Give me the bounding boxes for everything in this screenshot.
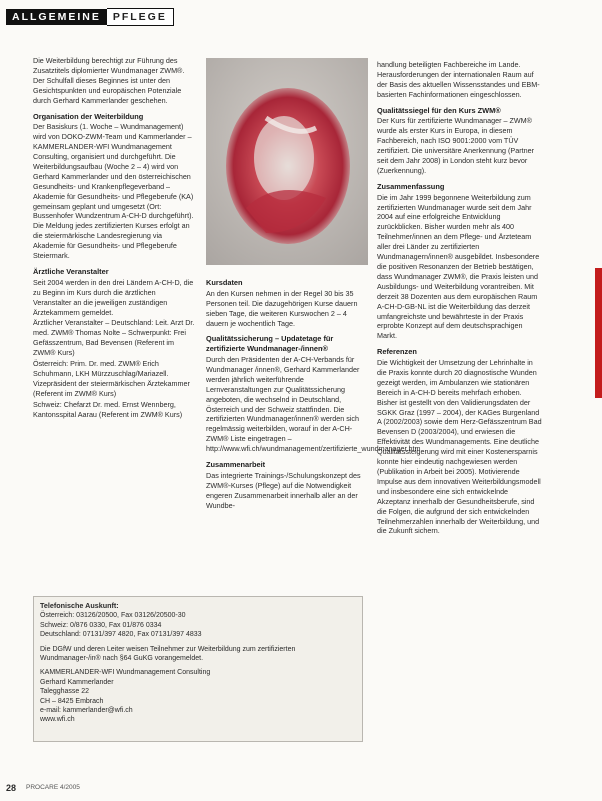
heading-qualitaetssiegel: Qualitätssiegel für den Kurs ZWM® (377, 105, 501, 115)
paragraph-kursdaten: An den Kursen nehmen in der Regel 30 bis 35 Personen teil. Die dazugehörigen Kurse dauern sieben Tage, die weiteren Kurswochen 2 – 4 dauern je wochentlich Tage. (206, 288, 358, 328)
heading-qualitaetssicherung: Qualitätssicherung – Updatetage für zertifizierte Wundmanager-/innen® (206, 334, 334, 354)
heading-referenzen: Referenzen (377, 347, 417, 357)
section-header (6, 9, 174, 25)
heading-zusammenarbeit: Zusammenarbeit (206, 460, 266, 470)
page-number: 28 (6, 783, 17, 793)
heading-zusammenfassung: Zusammenfassung (377, 181, 445, 191)
heading-aerztliche: Ärztliche Veranstalter (33, 267, 109, 277)
heading-kursdaten: Kursdaten (206, 278, 243, 287)
section-label-right: PFLEGE (107, 8, 174, 26)
section-label-left: ALLGEMEINE (6, 9, 107, 25)
paragraph-aerztliche-1: Seit 2004 werden in den drei Ländern A-CH-D, die zu Beginn im Kurs durch die ärztlichen Veranstalter an die jeweiligen zuständigen Ärztekammern gemeldet. (33, 277, 194, 317)
info-note: Die DGfW und deren Leiter weisen Teilnehmer zur Weiterbildung zum zertifizierten Wundmanager-/in® nach §64 GuKG vorangemeldet. (40, 645, 296, 663)
column-right (377, 60, 543, 537)
column-left (33, 56, 195, 421)
paragraph-referenzen: Die Wichtigkeit der Umsetzung der Lehrinhalte in die Praxis konnte durch 20 diagnostische Wunden gezeigt werden, im Ambulanzen wie stationären Bereich in A-CH-D bereits mehrfach erhoben. Bisher ist gestellt von den Validierungsdaten der SGKK Graz (1997 – 2004), der KAGes Burgenland A (2002/2003) sowie dem Herz-Gefässzentrum Bad Bevensen D (2003/2004), und erwiesen die Effektivität des Wundmanagements. Eine deutliche Qualitätssteigerung wird mit einer Kostenersparnis konnte hier eindeutig nachgewiesen werden (Publikation in Arbeit bei 2005). Motivierende Impulse aus dem innovativen Weiterbildungsmodell und insbesondere eine sich entwickelnde Akzeptanz innerhalb der Gesundheitsberufe, sind die Folgen, die aufgrund der sich entwickelnden Teilnehmerzahlen innerhalb der Weiterbildung, und die Zukunft sichern. (377, 358, 542, 536)
contact-address: KAMMERLANDER-WFI Wundmanagement Consulting Gerhard Kammerlander Talegghasse 22 CH – 8425 Embrach e-mail: kammerlander@wfi.ch www.wfi.ch (40, 669, 211, 724)
paragraph-zusammenarbeit: Das integrierte Trainings-/Schulungskonzept des ZWM®-Kurses (Pflege) auf die Notwendigkeit engeren Zusammenarbeit innerhalb aller an der Wundbe- (206, 470, 361, 510)
contact-info-box (33, 596, 363, 742)
paragraph-aerztliche-2: Ärztlicher Veranstalter – Deutschland: Leit. Arzt Dr. med. ZWM® Thomas Nolte – Schwerpunkt: Frei Gefässzentrum, Bad Bevensen (Referent im ZWM® Kurs) (33, 318, 195, 358)
paragraph-aerztliche-3: Österreich: Prim. Dr. med. ZWM® Erich Schuhmann, LKH Mürzzuschlag/Mariazell. Vizepräsident der steiermärkischen Ärztekammer (Referent im ZWM® Kurs) (33, 359, 190, 398)
wound-photo (206, 58, 368, 265)
paragraph-aerztliche-4: Schweiz: Chefarzt Dr. med. Ernst Wennberg, Kantonsspital Aarau (Referent im ZWM® Kurs) (33, 399, 183, 419)
page-edge-tab (595, 268, 602, 398)
wound-photo-image (206, 58, 368, 265)
paragraph-organisation: Der Basiskurs (1. Woche – Wundmanagement) wird von DOKO-ZWM-Team und Kammerlander – KAMMERLANDER-WFI Wundmanagement Consulting, organisiert und durchgeführt. Die Weiterbildungsaufbau (Woche 2 – 4) wird von Gerhard Kammerlander und den österreichischen Gesundheits- und Krankenpflegeverband – Akademie für Gesundheits- und Pflegeberufe (KA) gemeinsam geplant und umgesetzt (Ort: Bussenhofer Wundzentrum A-CH-D durchgeführt). Die Meldung jedes zertifizierten Kurses erfolgt an die steiermärkische Landesregierung via Akademie für Gesundheits- und Pflegeberufe Steiermark. (33, 122, 194, 261)
paragraph-qualitaetssicherung: Durch den Präsidenten der A-CH-Verbands für Wundmanager /innen®, Gerhard Kammerlander werden jährlich weiterführende Lernveranstaltungen zur Qualitätssicherung angeboten, die wechselnd in Deutschland, Österreich und der Schweiz stattfinden. Die zertifizierten Wundmanager/innen® werden sich regelmässig weiterbilden, worauf in der A-CH-ZWM® Liste eingetragen – http://www.wfi.ch/wundmanagement/zertifizierte_wundmanager.htm (206, 355, 421, 454)
telefon-numbers: Österreich: 03126/20500, Fax 03126/20500-30 Schweiz: 0/876 0330, Fax 01/876 0334 Deutschland: 07131/397 4820, Fax 07131/397 4833 (40, 612, 202, 639)
paragraph-continuation: handlung beteiligten Fachbereiche im Lande. Herausforderungen der internationalen Raum auf der Basis des aktuellen Wissensstandes und EBM-basierten Fachinformationen eingeschlossen. (377, 60, 540, 99)
paragraph-qualitaetssiegel: Der Kurs für zertifizierte Wundmanager – ZWM® wurde als erster Kurs in Europa, in diesem Fachbereich, nach ISO 9001:2000 vom TÜV zertifiziert. Die universitäre Anerkennung (Partner seit dem Jahr 2008) in London steht kurz bevor (Zuerkennung). (377, 116, 534, 175)
heading-organisation: Organisation der Weiterbildung (33, 111, 144, 121)
heading-telefon: Telefonische Auskunft: (40, 601, 119, 610)
intro-paragraph: Die Weiterbildung berechtigt zur Führung des Zusatztitels diplomierter Wundmanager ZWM®. Der Schulfall dieses Beginnes ist unter den Gesichtspunkten und europäischen Potenziale durch Gerhard Kammerlander geschehen. (33, 56, 185, 105)
publication-name: PROCARE 4/2005 (26, 784, 80, 791)
page-footer (6, 783, 80, 793)
paragraph-zusammenfassung: Die im Jahr 1999 begonnene Weiterbildung zum zertifizierten Wundmanager wurde seit dem Jahr 2004 auf eine erfolgreiche Entwicklung zurückblicken. Bisher wurden mehr als 400 Teilnehmer/innen an dem Pflege- und Ärzteteam aller drei Länder zu zertifizierten Wundmanagern/innen® ausgebildet. Insbesondere die positiven Resonanzen der Betrieb bestätigen, dass Wundmanager ZWM®, die Praxis leisten und Ausbildungs- und Weiterbildung vorantreiben. Mit derzeit 38 Dozenten aus dem europäischen Raum A-CH-D-GB-NL ist die Weiterbildung das derzeit umfangreichste und bewährteste in der Praxis erprobte Konzept auf dem deutschsprachigen Markt. (377, 192, 540, 341)
